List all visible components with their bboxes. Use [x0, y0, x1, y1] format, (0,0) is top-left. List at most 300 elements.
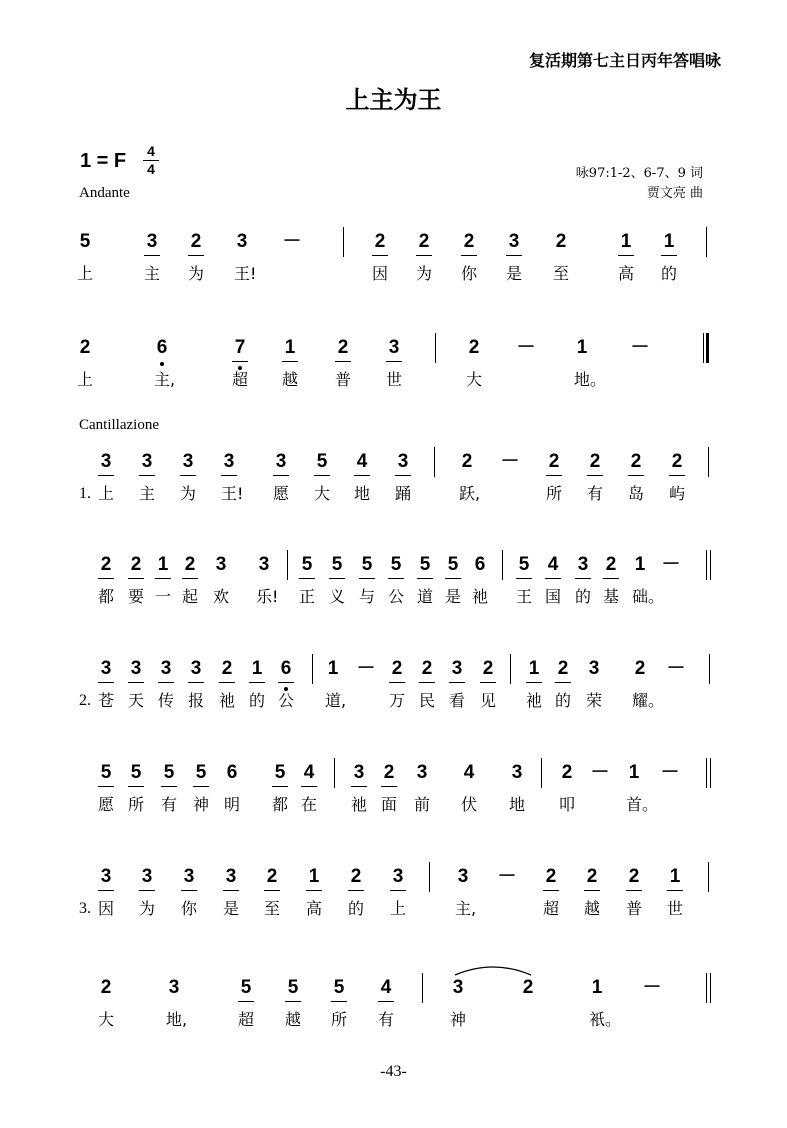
underline-beam — [158, 682, 174, 683]
score-row-2 — [0, 337, 787, 397]
bar-line — [706, 227, 707, 257]
underline-beam — [388, 578, 404, 579]
note-digit: 2 — [468, 337, 480, 358]
lyric-syllable: 的 — [554, 691, 571, 710]
underline-beam — [378, 1001, 394, 1002]
note-digit: 5 — [301, 554, 313, 575]
lyric-syllable: 是 — [222, 899, 239, 918]
note-digit: 1 — [591, 977, 603, 998]
note-digit: 3 — [223, 451, 235, 472]
note-digit: 1 — [327, 658, 339, 679]
lyric-syllable: 王 — [515, 587, 532, 606]
underline-beam — [555, 682, 571, 683]
note-digit: 2 — [337, 337, 349, 358]
cantillazione-label: Cantillazione — [79, 417, 159, 433]
underline-beam — [628, 475, 644, 476]
underline-beam — [181, 890, 197, 891]
lyric-syllable: 义 — [328, 587, 345, 606]
note — [582, 866, 602, 888]
slur-tie — [453, 963, 533, 977]
lyric-syllable: 越 — [284, 1010, 301, 1029]
note — [186, 658, 206, 680]
lyric-syllable: 有 — [377, 1010, 394, 1029]
note — [412, 762, 432, 784]
time-signature — [143, 144, 159, 177]
note-digit: 2 — [671, 451, 683, 472]
note — [236, 977, 256, 999]
note-digit: 2 — [605, 554, 617, 575]
note — [357, 554, 377, 576]
note-digit: 3 — [225, 866, 237, 887]
note-digit: 4 — [547, 554, 559, 575]
lyric-syllable: 础。 — [632, 587, 665, 606]
underline-beam — [188, 255, 204, 256]
note — [96, 977, 116, 999]
note-digit: 2 — [391, 658, 403, 679]
lyric-syllable: 主 — [143, 264, 160, 283]
note — [557, 762, 577, 784]
note — [384, 337, 404, 359]
note-digit: 2 — [545, 866, 557, 887]
note-digit: 2 — [634, 658, 646, 679]
note — [126, 658, 146, 680]
lyric-syllable: 祂 — [218, 691, 235, 710]
lyric-syllable: 神 — [192, 795, 209, 814]
note — [156, 658, 176, 680]
bar-line — [708, 862, 709, 892]
note-digit: 2 — [630, 451, 642, 472]
score-row-7 — [0, 866, 787, 926]
note-digit: 2 — [418, 231, 430, 252]
note-digit: 5 — [518, 554, 530, 575]
underline-beam — [285, 1001, 301, 1002]
note — [453, 866, 473, 888]
lyric-syllable: 是 — [505, 264, 522, 283]
underline-beam — [161, 786, 177, 787]
note — [572, 337, 592, 359]
underline-beam — [516, 578, 532, 579]
note-digit: 5 — [361, 554, 373, 575]
lyric-syllable: 至 — [552, 264, 569, 283]
note — [616, 231, 636, 253]
note-digit: 3 — [130, 658, 142, 679]
note-digit: 2 — [100, 554, 112, 575]
note-digit: 3 — [183, 866, 195, 887]
note-digit: 5 — [447, 554, 459, 575]
bar-line — [334, 758, 335, 788]
underline-beam — [249, 682, 265, 683]
octave-dot-below — [160, 362, 164, 366]
note-digit: － — [500, 451, 520, 472]
note-digit: 3 — [416, 762, 428, 783]
note — [299, 762, 319, 784]
note — [507, 762, 527, 784]
lyric-syllable: 传 — [157, 691, 174, 710]
lyric-syllable: 的 — [574, 587, 591, 606]
hold-dash — [666, 658, 686, 680]
note — [247, 658, 267, 680]
note — [75, 337, 95, 359]
note-digit: 2 — [130, 554, 142, 575]
note-digit: 2 — [184, 554, 196, 575]
bar-line — [429, 862, 430, 892]
note-digit: 6 — [474, 554, 486, 575]
underline-beam — [546, 475, 562, 476]
lyric-syllable: 伏 — [460, 795, 477, 814]
note-digit: 2 — [555, 231, 567, 252]
lyric-syllable: 地 — [353, 484, 370, 503]
underline-beam — [182, 578, 198, 579]
bar-line — [422, 973, 423, 1003]
note-digit: 1 — [284, 337, 296, 358]
bar-line — [312, 654, 313, 684]
lyric-syllable: 超 — [237, 1010, 254, 1029]
bar-line — [435, 333, 436, 363]
note — [179, 866, 199, 888]
note — [126, 762, 146, 784]
lyric-syllable: 首。 — [626, 795, 659, 814]
note-digit: 2 — [100, 977, 112, 998]
note — [96, 658, 116, 680]
lyric-syllable: 欢 — [212, 587, 229, 606]
note-digit: － — [282, 231, 302, 252]
note — [142, 231, 162, 253]
note — [459, 762, 479, 784]
lyric-syllable: 的 — [660, 264, 677, 283]
lyric-syllable: 是 — [444, 587, 461, 606]
underline-beam — [626, 890, 642, 891]
lyric-syllable: 至 — [263, 899, 280, 918]
underline-beam — [128, 786, 144, 787]
note — [587, 977, 607, 999]
note — [388, 866, 408, 888]
lyric-syllable: 主, — [455, 899, 477, 918]
underline-beam — [603, 578, 619, 579]
lyric-syllable: 越 — [281, 370, 298, 389]
note-digit: 5 — [195, 762, 207, 783]
note-digit: 3 — [236, 231, 248, 252]
lyric-syllable: 上 — [76, 264, 93, 283]
note — [543, 554, 563, 576]
lyric-syllable: 起 — [181, 587, 198, 606]
music-credit: 贾文亮 曲 — [646, 186, 703, 201]
note-digit: 3 — [258, 554, 270, 575]
note-digit: 5 — [100, 762, 112, 783]
lyric-syllable: 天 — [127, 691, 144, 710]
note — [352, 451, 372, 473]
underline-beam — [348, 890, 364, 891]
underline-beam — [98, 786, 114, 787]
underline-beam — [359, 578, 375, 579]
underline-beam — [98, 682, 114, 683]
lyric-syllable: 地。 — [574, 370, 607, 389]
note — [164, 977, 184, 999]
note — [514, 554, 534, 576]
note-digit: 3 — [353, 762, 365, 783]
note — [217, 658, 237, 680]
lyric-syllable: 普 — [334, 370, 351, 389]
note — [573, 554, 593, 576]
hold-dash — [282, 231, 302, 253]
lyric-syllable: 都 — [97, 587, 114, 606]
note — [191, 762, 211, 784]
note-digit: 3 — [508, 231, 520, 252]
lyric-syllable: 的 — [347, 899, 364, 918]
note — [504, 231, 524, 253]
note — [544, 451, 564, 473]
note-digit: 1 — [308, 866, 320, 887]
lyric-syllable: 道 — [416, 587, 433, 606]
note-digit: 3 — [100, 658, 112, 679]
note-digit: 3 — [141, 866, 153, 887]
underline-beam — [139, 475, 155, 476]
lyric-syllable: 大 — [465, 370, 482, 389]
underline-beam — [389, 682, 405, 683]
underline-beam — [461, 255, 477, 256]
note-digit: 2 — [522, 977, 534, 998]
hold-dash — [516, 337, 536, 359]
underline-beam — [299, 578, 315, 579]
note-digit: 3 — [577, 554, 589, 575]
end-double-bar-line — [706, 758, 713, 788]
underline-beam — [526, 682, 542, 683]
underline-beam — [128, 578, 144, 579]
note-digit: 1 — [576, 337, 588, 358]
note — [457, 451, 477, 473]
note — [137, 866, 157, 888]
note-digit: 1 — [634, 554, 646, 575]
underline-beam — [587, 475, 603, 476]
underline-beam — [155, 578, 171, 579]
score-row-8 — [0, 977, 787, 1037]
lyric-syllable: 主 — [138, 484, 155, 503]
note-digit: 5 — [79, 231, 91, 252]
note-digit: 5 — [331, 554, 343, 575]
note — [270, 762, 290, 784]
underline-beam — [335, 361, 351, 362]
lyric-syllable: 世 — [385, 370, 402, 389]
underline-beam — [238, 1001, 254, 1002]
underline-beam — [669, 475, 685, 476]
note-digit: 4 — [380, 977, 392, 998]
note-digit: 2 — [383, 762, 395, 783]
note-digit: － — [642, 977, 662, 998]
note — [376, 977, 396, 999]
lyric-syllable: 越 — [583, 899, 600, 918]
note-digit: 2 — [548, 451, 560, 472]
note — [447, 658, 467, 680]
hold-dash — [356, 658, 376, 680]
verse-number: 2. — [79, 692, 91, 709]
note — [230, 337, 250, 359]
note — [393, 451, 413, 473]
lyric-syllable: 高 — [617, 264, 634, 283]
lyric-syllable: 跃, — [459, 484, 481, 503]
underline-beam — [351, 786, 367, 787]
hold-dash — [660, 762, 680, 784]
note-digit: 3 — [141, 451, 153, 472]
lyric-syllable: 祂 — [525, 691, 542, 710]
lyric-syllable: 面 — [380, 795, 397, 814]
note — [96, 866, 116, 888]
lyric-syllable: 大 — [313, 484, 330, 503]
lyric-syllable: 祂 — [471, 587, 488, 606]
note — [96, 554, 116, 576]
underline-beam — [372, 255, 388, 256]
score-row-3 — [0, 451, 787, 511]
underline-beam — [278, 682, 294, 683]
lyric-syllable: 上 — [97, 484, 114, 503]
note-digit: 5 — [163, 762, 175, 783]
lyric-syllable: 为 — [187, 264, 204, 283]
note — [280, 337, 300, 359]
underline-beam — [264, 890, 280, 891]
underline-beam — [282, 361, 298, 362]
lyric-syllable: 荣 — [585, 691, 602, 710]
hold-dash — [500, 451, 520, 473]
note — [276, 658, 296, 680]
note-digit: 1 — [528, 658, 540, 679]
lyric-syllable: 基 — [602, 587, 619, 606]
lyric-syllable: 上 — [76, 370, 93, 389]
hold-dash — [661, 554, 681, 576]
underline-beam — [139, 890, 155, 891]
page-title: 上主为王 — [345, 85, 442, 114]
note-digit: 1 — [251, 658, 263, 679]
note-digit: 2 — [79, 337, 91, 358]
note-digit: 2 — [190, 231, 202, 252]
underline-beam — [390, 890, 406, 891]
note-digit: 3 — [452, 977, 464, 998]
note-digit: 5 — [316, 451, 328, 472]
note — [254, 554, 274, 576]
hold-dash — [642, 977, 662, 999]
lyric-syllable: 大 — [97, 1010, 114, 1029]
note — [659, 231, 679, 253]
note — [626, 451, 646, 473]
note-digit: 2 — [557, 658, 569, 679]
bar-line — [541, 758, 542, 788]
note-digit: 3 — [168, 977, 180, 998]
note-digit: 3 — [511, 762, 523, 783]
lyric-syllable: 上 — [389, 899, 406, 918]
end-double-bar-line — [706, 973, 713, 1003]
lyric-syllable: 的 — [248, 691, 265, 710]
note-digit: 6 — [156, 337, 168, 358]
note — [211, 554, 231, 576]
lyric-syllable: 正 — [298, 587, 315, 606]
note-digit: 3 — [215, 554, 227, 575]
note-digit: 1 — [669, 866, 681, 887]
lyric-syllable: 见 — [479, 691, 496, 710]
end-double-bar-line — [706, 550, 713, 580]
underline-beam — [661, 255, 677, 256]
underline-beam — [144, 255, 160, 256]
lyric-syllable: 超 — [542, 899, 559, 918]
note-digit: － — [497, 866, 517, 887]
lyric-syllable: 所 — [330, 1010, 347, 1029]
time-signature-bottom: 4 — [147, 161, 155, 177]
hold-dash — [630, 337, 650, 359]
score-row-6 — [0, 762, 787, 822]
header-label: 复活期第七主日丙年答唱咏 — [528, 51, 721, 70]
note-digit: 2 — [374, 231, 386, 252]
underline-beam — [449, 682, 465, 683]
note-digit: 3 — [146, 231, 158, 252]
note-digit: 1 — [663, 231, 675, 252]
lyric-syllable: 都 — [271, 795, 288, 814]
lyric-syllable: 普 — [625, 899, 642, 918]
lyric-syllable: 万 — [388, 691, 405, 710]
note — [222, 762, 242, 784]
note — [624, 762, 644, 784]
note — [448, 977, 468, 999]
note-digit: 4 — [303, 762, 315, 783]
note — [370, 231, 390, 253]
lyric-syllable: 神 — [449, 1010, 466, 1029]
note-digit: 2 — [266, 866, 278, 887]
bar-line — [510, 654, 511, 684]
lyric-syllable: 有 — [586, 484, 603, 503]
hold-dash — [590, 762, 610, 784]
lyric-syllable: 苍 — [97, 691, 114, 710]
note-digit: 7 — [234, 337, 246, 358]
underline-beam — [180, 475, 196, 476]
bar-line — [287, 550, 288, 580]
note-digit: 2 — [421, 658, 433, 679]
note — [551, 231, 571, 253]
note-digit: 3 — [190, 658, 202, 679]
note-digit: 3 — [275, 451, 287, 472]
note-digit: 3 — [100, 451, 112, 472]
underline-beam — [543, 890, 559, 891]
note — [470, 554, 490, 576]
lyric-syllable: 要 — [127, 587, 144, 606]
underline-beam — [506, 255, 522, 256]
underline-beam — [219, 682, 235, 683]
lyric-syllable: 高 — [305, 899, 322, 918]
underline-beam — [98, 578, 114, 579]
lyric-syllable: 与 — [358, 587, 375, 606]
note — [464, 337, 484, 359]
lyrics-credit: 咏97:1-2、6-7、9 词 — [575, 166, 703, 181]
note-digit: 2 — [461, 451, 473, 472]
verse-number: 3. — [79, 900, 91, 917]
note-digit: 2 — [586, 866, 598, 887]
tempo-marking: Andante — [79, 185, 130, 201]
note — [178, 451, 198, 473]
note — [414, 231, 434, 253]
note — [327, 554, 347, 576]
lyric-syllable: 地, — [166, 1010, 188, 1029]
lyric-syllable: 地 — [508, 795, 525, 814]
note — [553, 658, 573, 680]
lyric-syllable: 民 — [418, 691, 435, 710]
page-number: -43- — [380, 1063, 407, 1080]
underline-beam — [381, 786, 397, 787]
score-row-1 — [0, 231, 787, 291]
underline-beam — [575, 578, 591, 579]
note-digit: － — [516, 337, 536, 358]
bar-line — [709, 654, 710, 684]
note-digit: － — [356, 658, 376, 679]
score-row-5 — [0, 658, 787, 718]
lyric-syllable: 超 — [231, 370, 248, 389]
note — [518, 977, 538, 999]
note — [75, 231, 95, 253]
note — [386, 554, 406, 576]
underline-beam — [419, 682, 435, 683]
